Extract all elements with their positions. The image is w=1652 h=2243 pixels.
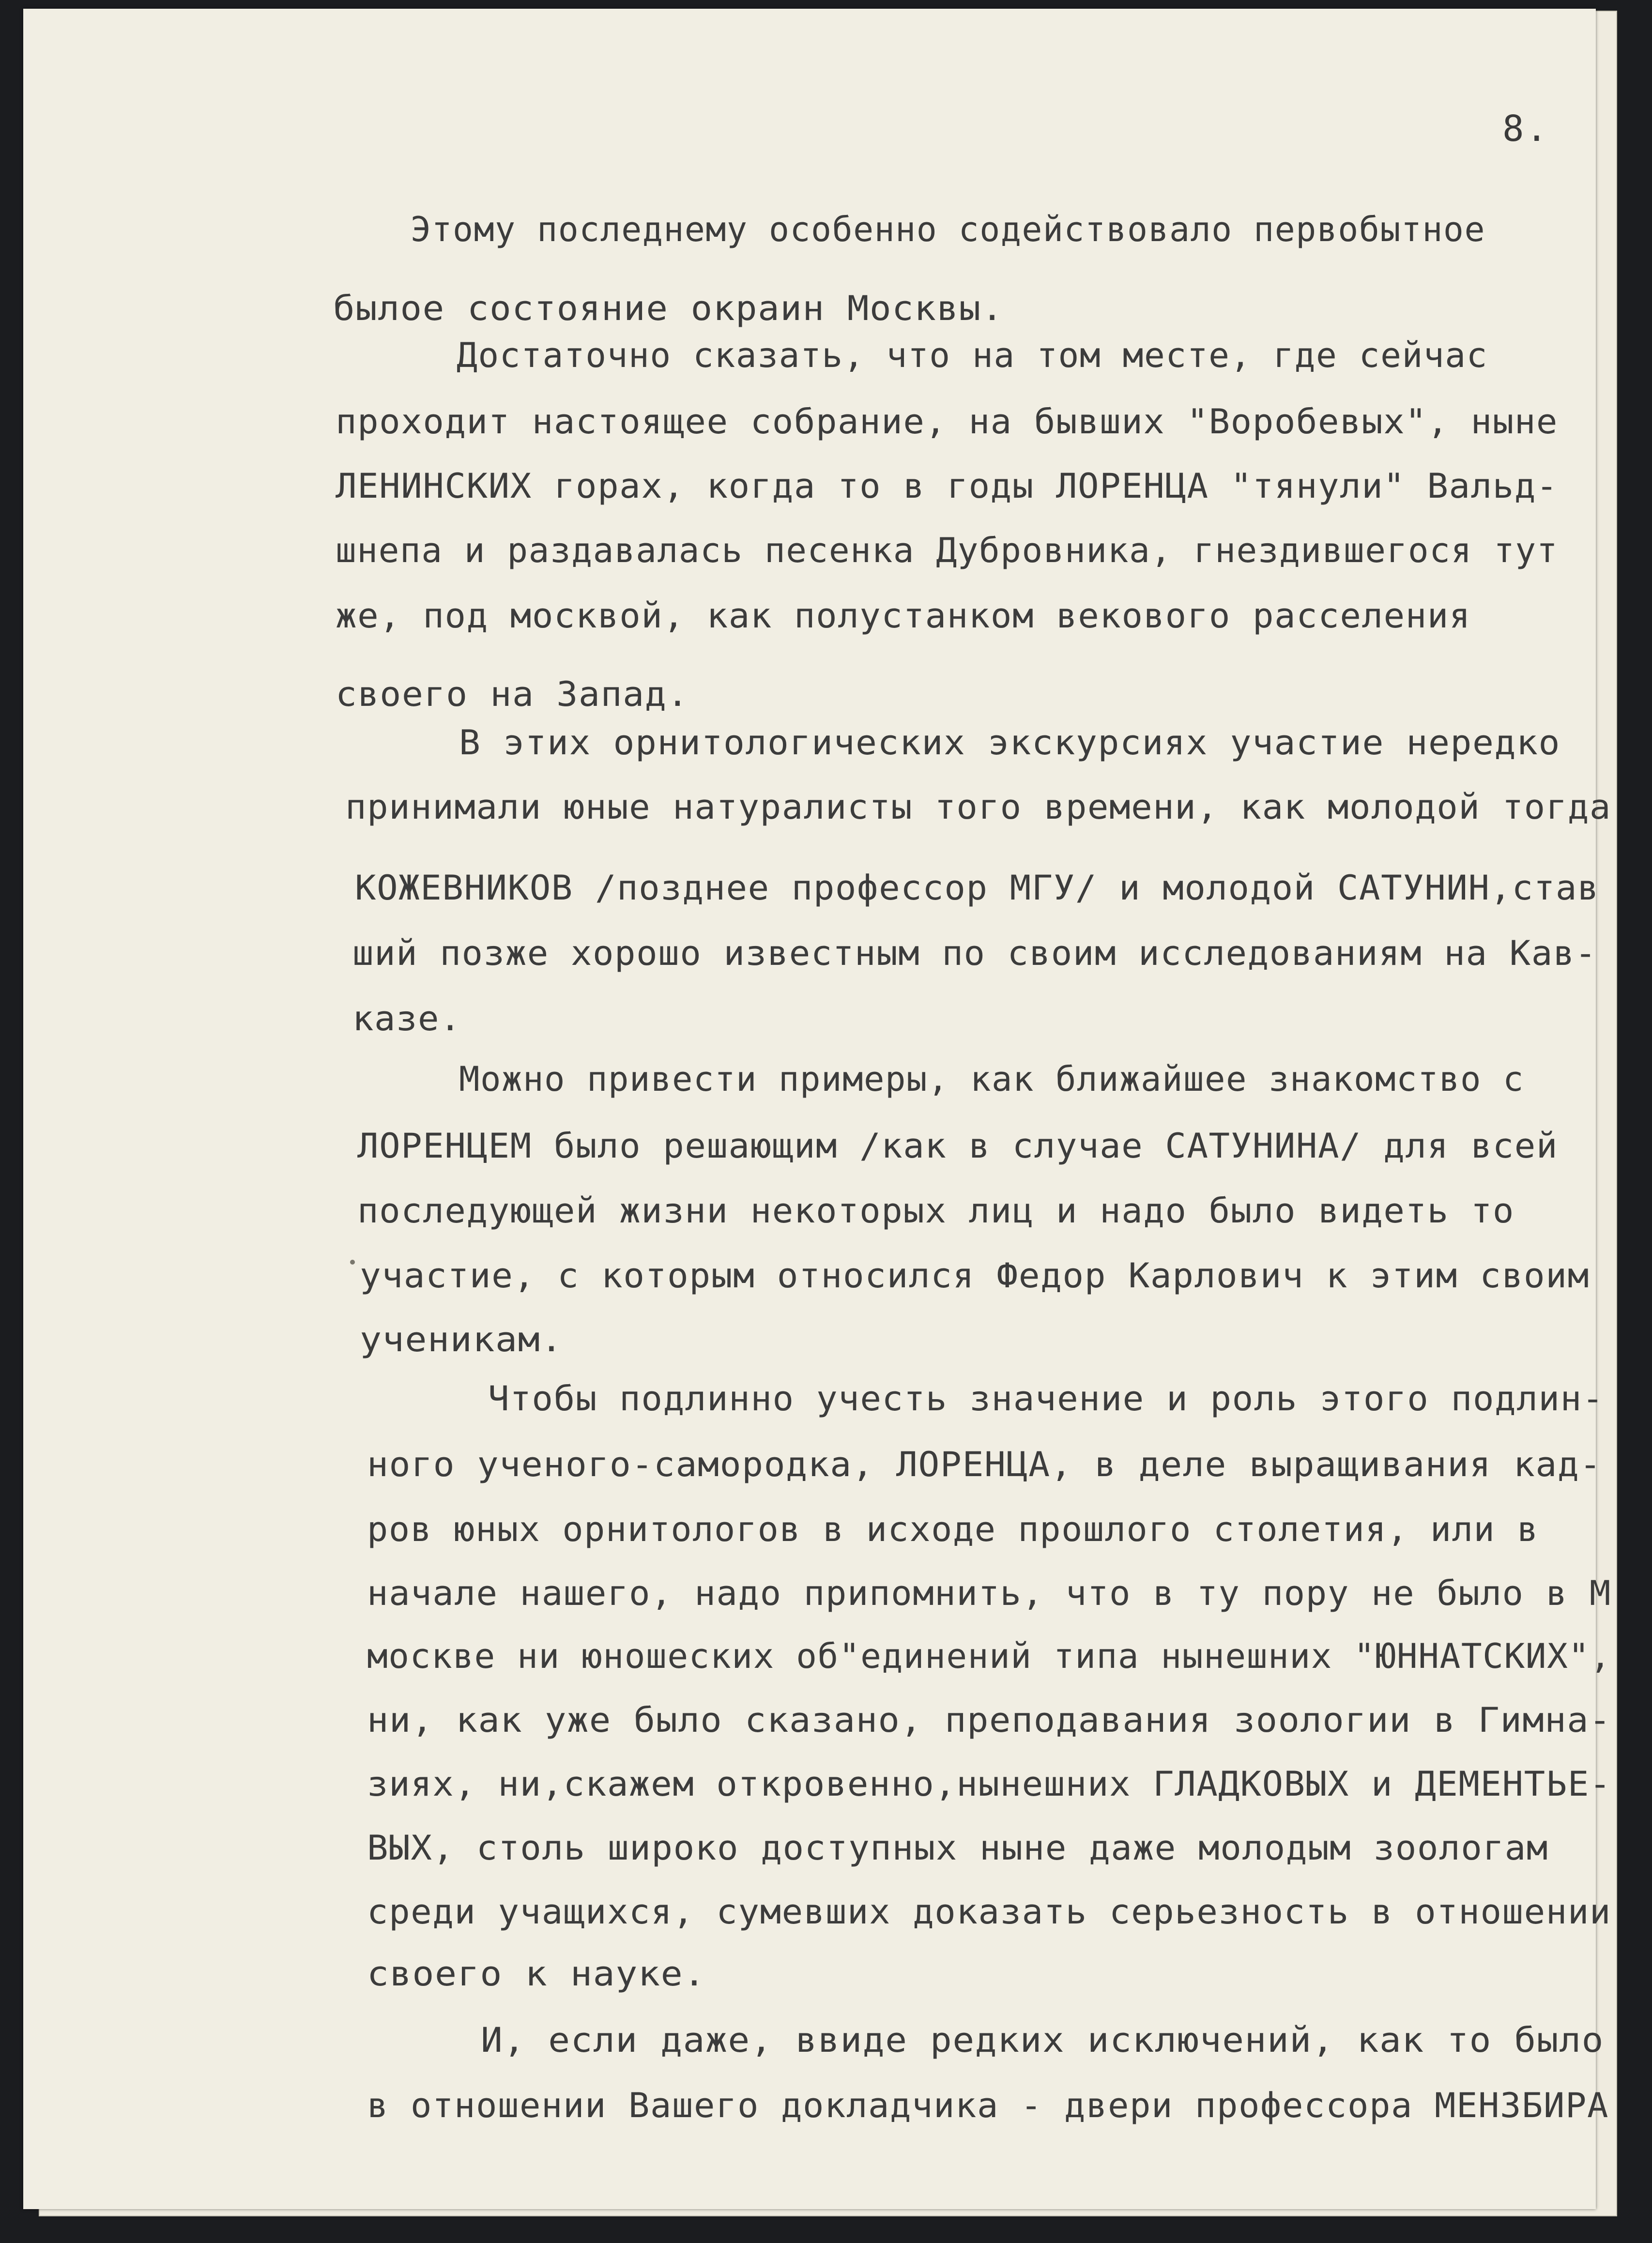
text-line: своего к науке.	[367, 1954, 706, 1994]
text-line: казе.	[352, 999, 461, 1038]
text-line: последующей жизни некоторых лиц и надо было видеть то	[357, 1191, 1514, 1231]
text-line: своего на Запад.	[336, 674, 689, 714]
text-line: Можно привести примеры, как ближайшее знакомство с	[459, 1059, 1525, 1099]
text-line: ЛОРЕНЦЕМ было решающим /как в случае САТУНИНА/ для всей	[357, 1126, 1558, 1166]
text-line: В этих орнитологических экскурсиях участие нередко	[459, 723, 1560, 763]
text-line: проходит настоящее собрание, на бывших "Воробевых", ныне	[336, 402, 1558, 442]
text-line: Этому последнему особенно содействовало первобытное	[411, 210, 1485, 249]
text-line: ного ученого-самородка, ЛОРЕНЦА, в деле выращивания кад-	[367, 1445, 1602, 1484]
text-line: И, если даже, ввиде редких исключений, как то было	[481, 2020, 1604, 2060]
text-line: москве ни юношеских об"единений типа нынешних "ЮННАТСКИХ",	[367, 1636, 1611, 1676]
text-line: ВЫХ, столь широко доступных ныне даже молодым зоологам	[367, 1828, 1548, 1868]
text-line: ров юных орнитологов в исходе прошлого столетия, или в	[367, 1510, 1539, 1549]
page-number: 8.	[1502, 108, 1550, 150]
text-line: Достаточно сказать, что на том месте, где сейчас	[457, 336, 1488, 375]
text-line: же, под москвой, как полустанком векового расселения	[336, 596, 1471, 636]
paper-speck	[350, 1260, 355, 1265]
text-line: шнепа и раздавалась песенка Дубровника, гнездившегося тут	[336, 531, 1558, 570]
text-line: зиях, ни,скажем откровенно,нынешних ГЛАДКОВЫХ и ДЕМЕНТЬЕ-	[367, 1764, 1611, 1804]
text-line: принимали юные натуралисты того времени, как молодой тогда	[345, 787, 1612, 827]
text-line: Чтобы подлинно учесть значение и роль этого подлин-	[488, 1379, 1604, 1419]
text-line: былое состояние окраин Москвы.	[333, 289, 1004, 328]
text-line: среди учащихся, сумевших доказать серьезность в отношении	[367, 1892, 1611, 1932]
text-line: в отношении Вашего докладчика - двери профессора МЕНЗБИРА	[367, 2086, 1609, 2125]
text-line: участие, с которым относился Федор Карлович к этим своим	[360, 1256, 1590, 1296]
typewritten-page	[23, 9, 1612, 2209]
text-line: ший позже хорошо известным по своим исследованиям на Кав-	[352, 933, 1597, 973]
text-line: ни, как уже было сказано, преподавания зоологии в Гимна-	[367, 1700, 1611, 1740]
text-line: начале нашего, надо припомнить, что в ту пору не было в М	[367, 1573, 1611, 1613]
text-line: ЛЕНИНСКИХ горах, когда то в годы ЛОРЕНЦА "тянули" Вальд-	[336, 466, 1558, 506]
text-line: КОЖЕВНИКОВ /позднее профессор МГУ/ и молодой САТУНИН,став	[355, 868, 1599, 908]
text-line: ученикам.	[360, 1320, 563, 1359]
